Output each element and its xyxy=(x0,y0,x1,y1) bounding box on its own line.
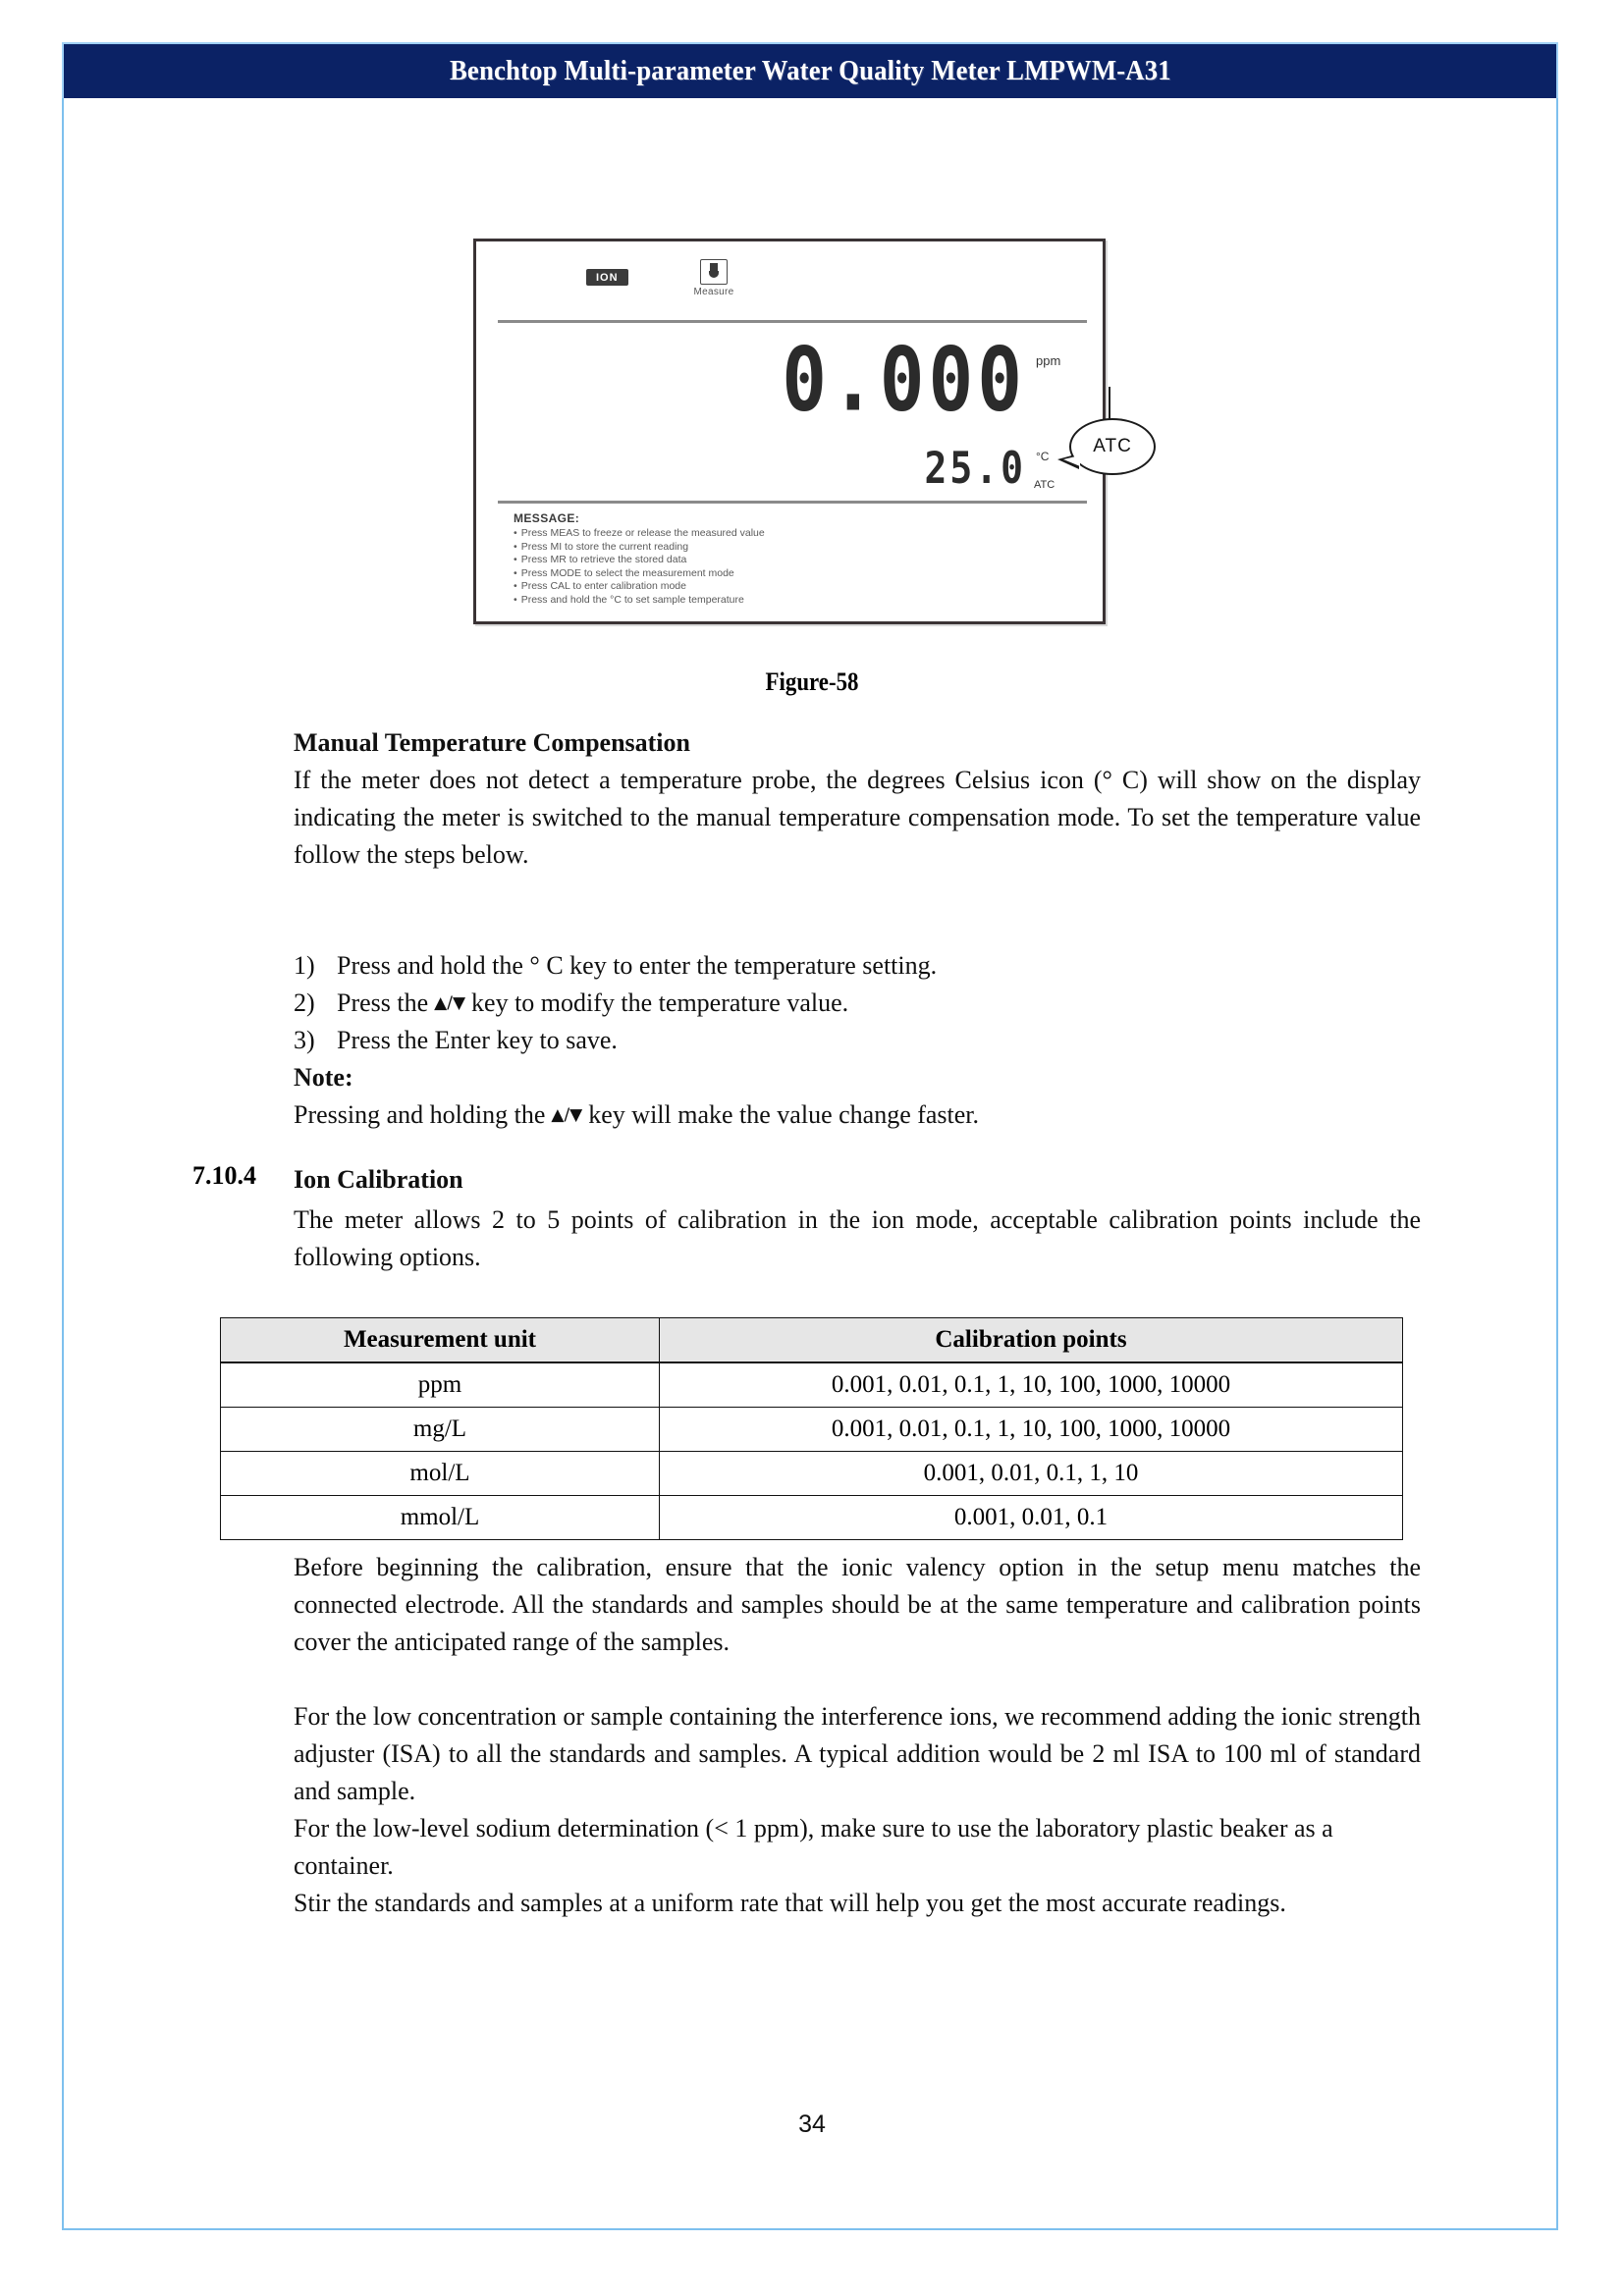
cell-calibration-points: 0.001, 0.01, 0.1, 1, 10, 100, 1000, 10000 xyxy=(659,1408,1402,1452)
lcd-message-item xyxy=(514,594,1024,608)
lcd-message-text: Press MEAS to freeze or release the measured value xyxy=(520,527,765,539)
figure-58-lcd-display xyxy=(473,239,1132,624)
ion-calibration-paragraph-1: Before beginning the calibration, ensure that the ionic valency option in the setup menu matches the connected electrode. All the standards and samples should be at the same temperature and calibration points cover the anticipated range of the samples. xyxy=(294,1553,1421,1656)
lcd-message-text: Press MI to store the current reading xyxy=(520,540,689,553)
calibration-points-table xyxy=(220,1317,1403,1540)
cell-measurement-unit: mol/L xyxy=(221,1452,660,1496)
bullet-icon: • xyxy=(514,580,517,592)
manual-temp-intro: If the meter does not detect a temperature probe, the degrees Celsius icon (° C) will show on the display indicating the meter is switched to the manual temperature compensation mode. To set the temperature value follow the steps below. xyxy=(294,766,1421,869)
step-number: 2) xyxy=(294,988,315,1017)
section-heading: Ion Calibration xyxy=(294,1165,463,1194)
step-text: Press and hold the ° C key to enter the temperature setting. xyxy=(337,951,938,980)
lcd-temperature-value: 25.0 xyxy=(924,442,1026,494)
bullet-icon: • xyxy=(514,527,517,539)
lcd-atc-indicator: ATC xyxy=(1034,479,1056,491)
ion-calibration-paragraph-4: Stir the standards and samples at a uniform rate that will help you get the most accurate readings. xyxy=(294,1889,1286,1917)
lcd-main-unit: ppm xyxy=(1036,353,1061,368)
note-text xyxy=(294,1096,1421,1134)
page-title: Benchtop Multi-parameter Water Quality Meter LMPWM-A31 xyxy=(449,55,1171,86)
cell-calibration-points: 0.001, 0.01, 0.1, 1, 10 xyxy=(659,1452,1402,1496)
atc-callout-bubble: ATC xyxy=(1069,418,1156,475)
up-down-arrow-icon: ▲/▼ xyxy=(434,993,466,1013)
section-number: 7.10.4 xyxy=(192,1161,256,1190)
manual-temp-step-3 xyxy=(294,1022,1421,1059)
atc-callout-tail-fill xyxy=(1063,455,1080,466)
bullet-icon: • xyxy=(514,554,517,565)
lcd-indicator-row xyxy=(476,259,1103,320)
bullet-icon: • xyxy=(514,593,517,606)
manual-temp-heading-text: Manual Temperature Compensation xyxy=(294,728,690,757)
lcd-message-block xyxy=(514,511,1024,607)
column-header-calibration-points: Calibration points xyxy=(659,1318,1402,1363)
step-text: Press the Enter key to save. xyxy=(337,1026,618,1054)
step-number: 3) xyxy=(294,1026,315,1054)
cell-measurement-unit: mg/L xyxy=(221,1408,660,1452)
step-number: 1) xyxy=(294,951,315,980)
lcd-message-title: MESSAGE: xyxy=(514,511,580,525)
lcd-message-text: Press and hold the °C to set sample temperature xyxy=(520,593,744,606)
measure-icon-label: Measure xyxy=(693,287,734,297)
table-row xyxy=(221,1496,1403,1540)
page-header-band xyxy=(62,42,1558,98)
ion-mode-badge: ION xyxy=(586,269,628,286)
lcd-message-item xyxy=(514,580,1024,594)
table-row xyxy=(221,1452,1403,1496)
bullet-icon: • xyxy=(514,540,517,553)
atc-callout-stem xyxy=(1109,387,1110,420)
step-text-after: key to modify the temperature value. xyxy=(471,988,849,1017)
cell-calibration-points: 0.001, 0.01, 0.1, 1, 10, 100, 1000, 10000 xyxy=(659,1362,1402,1408)
lcd-message-item xyxy=(514,554,1024,567)
lcd-divider-bottom xyxy=(498,501,1087,504)
up-down-arrow-icon: ▲/▼ xyxy=(551,1105,583,1125)
cell-calibration-points: 0.001, 0.01, 0.1 xyxy=(659,1496,1402,1540)
table-row xyxy=(221,1362,1403,1408)
manual-temp-heading xyxy=(294,724,1421,762)
cell-measurement-unit: ppm xyxy=(221,1362,660,1408)
note-text-before: Pressing and holding the xyxy=(294,1100,546,1129)
page-number: 34 xyxy=(798,2110,826,2138)
manual-temp-step-2 xyxy=(294,985,1421,1022)
lcd-message-item xyxy=(514,527,1024,541)
ion-calibration-paragraph-2: For the low concentration or sample containing the interference ions, we recommend adding the ionic strength adjuster (ISA) to all the standards and samples. A typical addition would be 2 ml ISA to 100 ml of standard and sample. xyxy=(294,1702,1421,1805)
table-header-row xyxy=(221,1318,1403,1363)
ion-calibration-paragraph-3: For the low-level sodium determination (< 1 ppm), make sure to use the laboratory plastic beaker as a container. xyxy=(294,1814,1333,1880)
lcd-message-text: Press MR to retrieve the stored data xyxy=(520,554,687,565)
ion-calibration-intro: The meter allows 2 to 5 points of calibration in the ion mode, acceptable calibration points include the following options. xyxy=(294,1205,1421,1271)
figure-caption: Figure-58 xyxy=(765,667,859,696)
step-text-before: Press the xyxy=(337,988,429,1017)
measure-icon xyxy=(700,259,728,285)
lcd-message-item xyxy=(514,541,1024,555)
table-row xyxy=(221,1408,1403,1452)
note-label: Note: xyxy=(294,1063,353,1092)
note-text-after: key will make the value change faster. xyxy=(588,1100,980,1129)
lcd-divider-top xyxy=(498,320,1087,323)
lcd-message-item xyxy=(514,567,1024,581)
lcd-main-value: 0.000 xyxy=(782,327,1026,431)
manual-temp-step-1 xyxy=(294,947,1421,985)
lcd-message-text: Press MODE to select the measurement mode xyxy=(520,566,734,579)
cell-measurement-unit: mmol/L xyxy=(221,1496,660,1540)
bullet-icon: • xyxy=(514,566,517,579)
lcd-screen xyxy=(476,241,1132,621)
lcd-message-text: Press CAL to enter calibration mode xyxy=(520,580,686,592)
column-header-measurement-unit: Measurement unit xyxy=(221,1318,660,1363)
measure-indicator xyxy=(680,259,747,297)
lcd-temperature-unit: °C xyxy=(1036,450,1050,463)
